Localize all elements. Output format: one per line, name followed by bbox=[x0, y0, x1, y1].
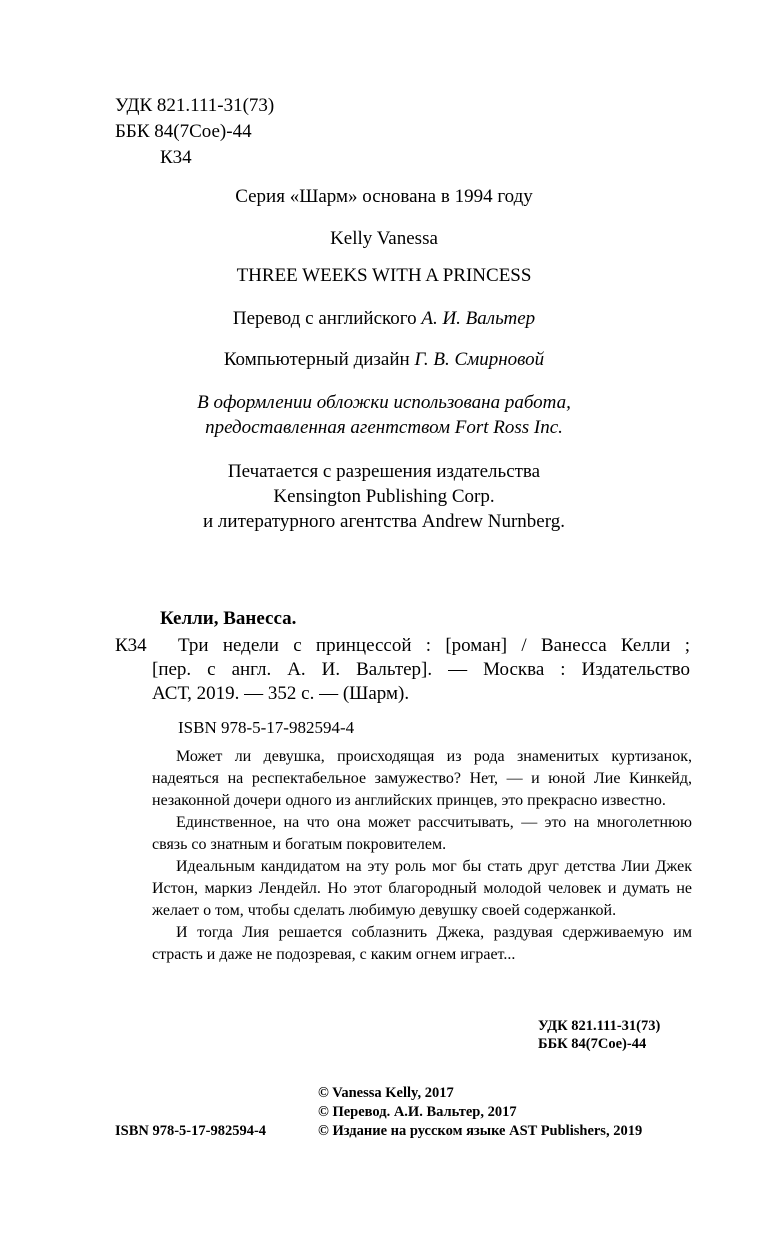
translator-name: А. И. Вальтер bbox=[421, 308, 536, 329]
translation-credit bbox=[0, 308, 768, 330]
permission-line2: Kensington Publishing Corp. bbox=[273, 486, 495, 507]
udk-code: УДК 821.111-31(73) bbox=[115, 95, 275, 116]
annotation bbox=[152, 746, 692, 966]
annotation-paragraph: Может ли девушка, происходящая из рода знаменитых куртизанок, надеяться на респектабельное замужество? Нет, — и юной Лие Кинкейд, незаконной дочери одного из английских принцев, это прекрасно известно. bbox=[152, 748, 692, 809]
footer-isbn: ISBN 978-5-17-982594-4 bbox=[115, 1123, 267, 1139]
card-author-mark: К34 bbox=[115, 635, 147, 656]
copyright-edition: © Издание на русском языке AST Publishers, 2019 bbox=[318, 1123, 643, 1139]
footer-udk-code: УДК 821.111-31(73) bbox=[538, 1018, 661, 1034]
card-line2: [пер. с англ. А. И. Вальтер]. — Москва : Издательство bbox=[152, 659, 690, 680]
card-author-heading: Келли, Ванесса. bbox=[160, 608, 297, 629]
card-line3: АСТ, 2019. — 352 с. — (Шарм). bbox=[152, 683, 410, 704]
card-line1: Три недели с принцессой : [роман] / Ванесса Келли ; bbox=[178, 635, 690, 656]
design-prefix: Компьютерный дизайн bbox=[223, 349, 410, 370]
copyright-author: © Vanessa Kelly, 2017 bbox=[318, 1085, 454, 1101]
translation-prefix: Перевод с английского bbox=[232, 308, 417, 329]
annotation-paragraph: Единственное, на что она может рассчитывать, — это на многолетнюю связь со знатным и богатым покровителем. bbox=[152, 814, 692, 853]
footer-bbk-code: ББК 84(7Сое)-44 bbox=[538, 1036, 647, 1052]
series-note: Серия «Шарм» основана в 1994 году bbox=[235, 186, 533, 207]
permission-line3: и литературного агентства Andrew Nurnberg. bbox=[203, 511, 565, 532]
cover-note-line2: предоставленная агентством Fort Ross Inc. bbox=[205, 417, 563, 438]
annotation-paragraph: Идеальным кандидатом на эту роль мог бы стать друг детства Лии Джек Истон, маркиз Лендейл. Но этот благородный молодой человек и думать не желает о том, чтобы сделать любимую девушку своей содержанкой. bbox=[152, 858, 692, 919]
original-author: Kelly Vanessa bbox=[330, 228, 438, 249]
bbk-code: ББК 84(7Сое)-44 bbox=[115, 121, 252, 142]
cover-note-line1: В оформлении обложки использована работа, bbox=[197, 392, 571, 413]
original-title: THREE WEEKS WITH A PRINCESS bbox=[236, 265, 532, 286]
design-credit bbox=[0, 349, 768, 371]
annotation-paragraph: И тогда Лия решается соблазнить Джека, раздувая сдерживаемую им страсть и даже не подозревая, с каким огнем играет... bbox=[152, 924, 692, 963]
author-mark: К34 bbox=[160, 147, 192, 168]
copyright-translation: © Перевод. А.И. Вальтер, 2017 bbox=[318, 1104, 517, 1120]
card-isbn: ISBN 978-5-17-982594-4 bbox=[178, 718, 355, 737]
designer-name: Г. В. Смирновой bbox=[414, 349, 545, 370]
permission-line1: Печатается с разрешения издательства bbox=[227, 461, 541, 482]
